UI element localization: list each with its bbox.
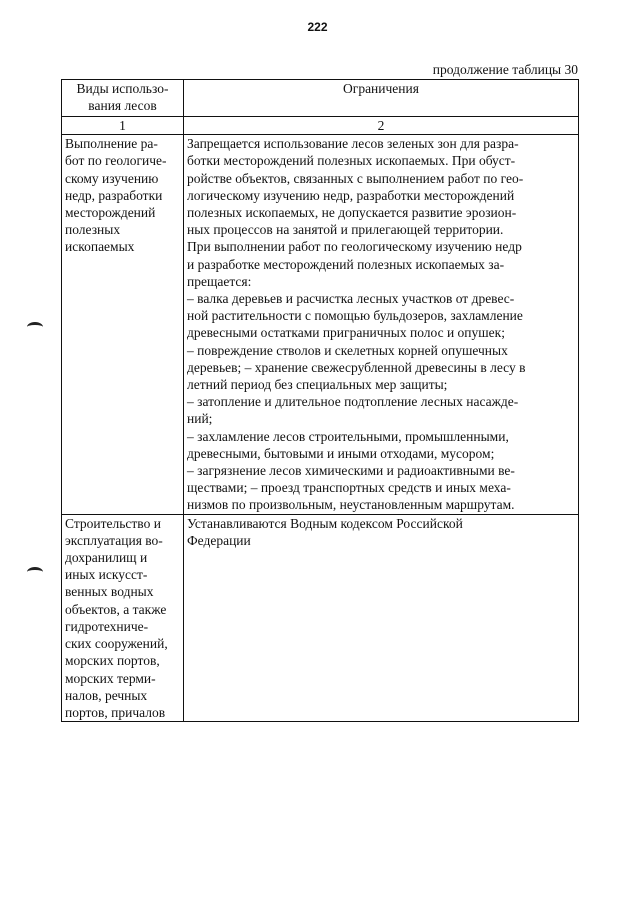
table-header-row bbox=[62, 80, 579, 117]
forest-use-type-line: налов, речных bbox=[65, 687, 148, 703]
restriction-text-line: прещается: bbox=[187, 273, 252, 289]
forest-use-type-line: ископаемых bbox=[65, 239, 135, 255]
restriction-text-line: и разработке месторождений полезных ископаемых за- bbox=[187, 256, 505, 272]
forest-use-type-line: морских терми- bbox=[65, 670, 156, 686]
forest-use-type-line: бот по геологиче- bbox=[65, 153, 167, 169]
header-restrictions bbox=[184, 80, 579, 117]
scan-mark-decoration bbox=[27, 322, 43, 332]
forest-use-type-cell bbox=[62, 135, 184, 514]
restriction-text-line: – затопление и длительное подтопление лесных насажде- bbox=[187, 394, 519, 410]
restriction-text-line: ний; bbox=[187, 411, 213, 427]
header-line: Виды использо- bbox=[76, 81, 169, 96]
restriction-text-line: Устанавливаются Водным кодексом Российской bbox=[187, 515, 463, 531]
restriction-text-line: ществами; – проезд транспортных средств и иных меха- bbox=[187, 480, 511, 496]
column-number: 1 bbox=[62, 117, 184, 135]
forest-use-type-line: дохранилищ и bbox=[65, 550, 148, 566]
forest-use-type-line: Выполнение ра- bbox=[65, 136, 158, 152]
restriction-text-line: Запрещается использование лесов зеленых зон для разра- bbox=[187, 136, 519, 152]
column-number-row bbox=[62, 117, 579, 135]
page-number: 222 bbox=[307, 20, 328, 34]
forest-use-type-line: полезных bbox=[65, 222, 121, 238]
restriction-text-line: низмов по произвольным, неустановленным маршрутам. bbox=[187, 497, 515, 513]
restriction-text-line: – валка деревьев и расчистка лесных участков от древес- bbox=[187, 291, 515, 307]
forest-use-type-line: эксплуатация во- bbox=[65, 532, 163, 548]
restriction-text-line: – загрязнение лесов химическими и радиоактивными ве- bbox=[187, 463, 515, 479]
restriction-cell bbox=[184, 514, 579, 721]
restriction-text-line: – повреждение стволов и скелетных корней опушечных bbox=[187, 342, 508, 358]
restriction-text-line: ройстве объектов, связанных с выполнением работ по гео- bbox=[187, 170, 524, 186]
restriction-text-line: логическому изучению недр, разработки месторождений bbox=[187, 187, 515, 203]
forest-use-type-line: морских портов, bbox=[65, 653, 160, 669]
restriction-text-line: древесными, бытовыми и иными отходами, мусором; bbox=[187, 445, 495, 461]
forest-use-type-cell bbox=[62, 514, 184, 721]
restriction-text-line: При выполнении работ по геологическому изучению недр bbox=[187, 239, 522, 255]
restriction-text-line: ных процессов на занятой и прилегающей территории. bbox=[187, 222, 504, 238]
forest-use-type-line: ских сооружений, bbox=[65, 636, 168, 652]
restriction-text-line: полезных ископаемых, не допускается развитие эрозион- bbox=[187, 205, 517, 221]
forest-use-type-line: венных водных bbox=[65, 584, 154, 600]
restriction-cell bbox=[184, 135, 579, 514]
restriction-text-line: ботки месторождений полезных ископаемых. При обуст- bbox=[187, 153, 516, 169]
column-number: 2 bbox=[184, 117, 579, 135]
forest-use-type-line: недр, разработки bbox=[65, 187, 163, 203]
forest-use-type-line: скому изучению bbox=[65, 170, 159, 186]
forest-use-type-line: иных искусст- bbox=[65, 567, 148, 583]
forest-use-type-line: портов, причалов bbox=[65, 704, 166, 720]
restrictions-table bbox=[61, 79, 579, 722]
restriction-text-line: ной растительности с помощью бульдозеров, захламление bbox=[187, 308, 523, 324]
header-line: Ограничения bbox=[343, 81, 419, 96]
forest-use-type-line: объектов, а также bbox=[65, 601, 167, 617]
header-forest-use-types bbox=[62, 80, 184, 117]
forest-use-type-line: Строительство и bbox=[65, 515, 161, 531]
table-row bbox=[62, 135, 579, 514]
table-continuation-caption: продолжение таблицы 30 bbox=[432, 62, 578, 77]
restriction-text-line: Федерации bbox=[187, 532, 251, 548]
header-line: вания лесов bbox=[88, 98, 157, 114]
restriction-text-line: – захламление лесов строительными, промышленными, bbox=[187, 428, 509, 444]
restriction-text-line: древесными остатками приграничных полос и опушек; bbox=[187, 325, 505, 341]
scan-mark-decoration bbox=[27, 567, 43, 577]
forest-use-type-line: месторождений bbox=[65, 205, 156, 221]
restriction-text-line: деревьев; – хранение свежесрубленной древесины в лесу в bbox=[187, 359, 526, 375]
forest-use-type-line: гидротехниче- bbox=[65, 618, 149, 634]
restriction-text-line: летний период без специальных мер защиты; bbox=[187, 377, 448, 393]
table-row bbox=[62, 514, 579, 721]
